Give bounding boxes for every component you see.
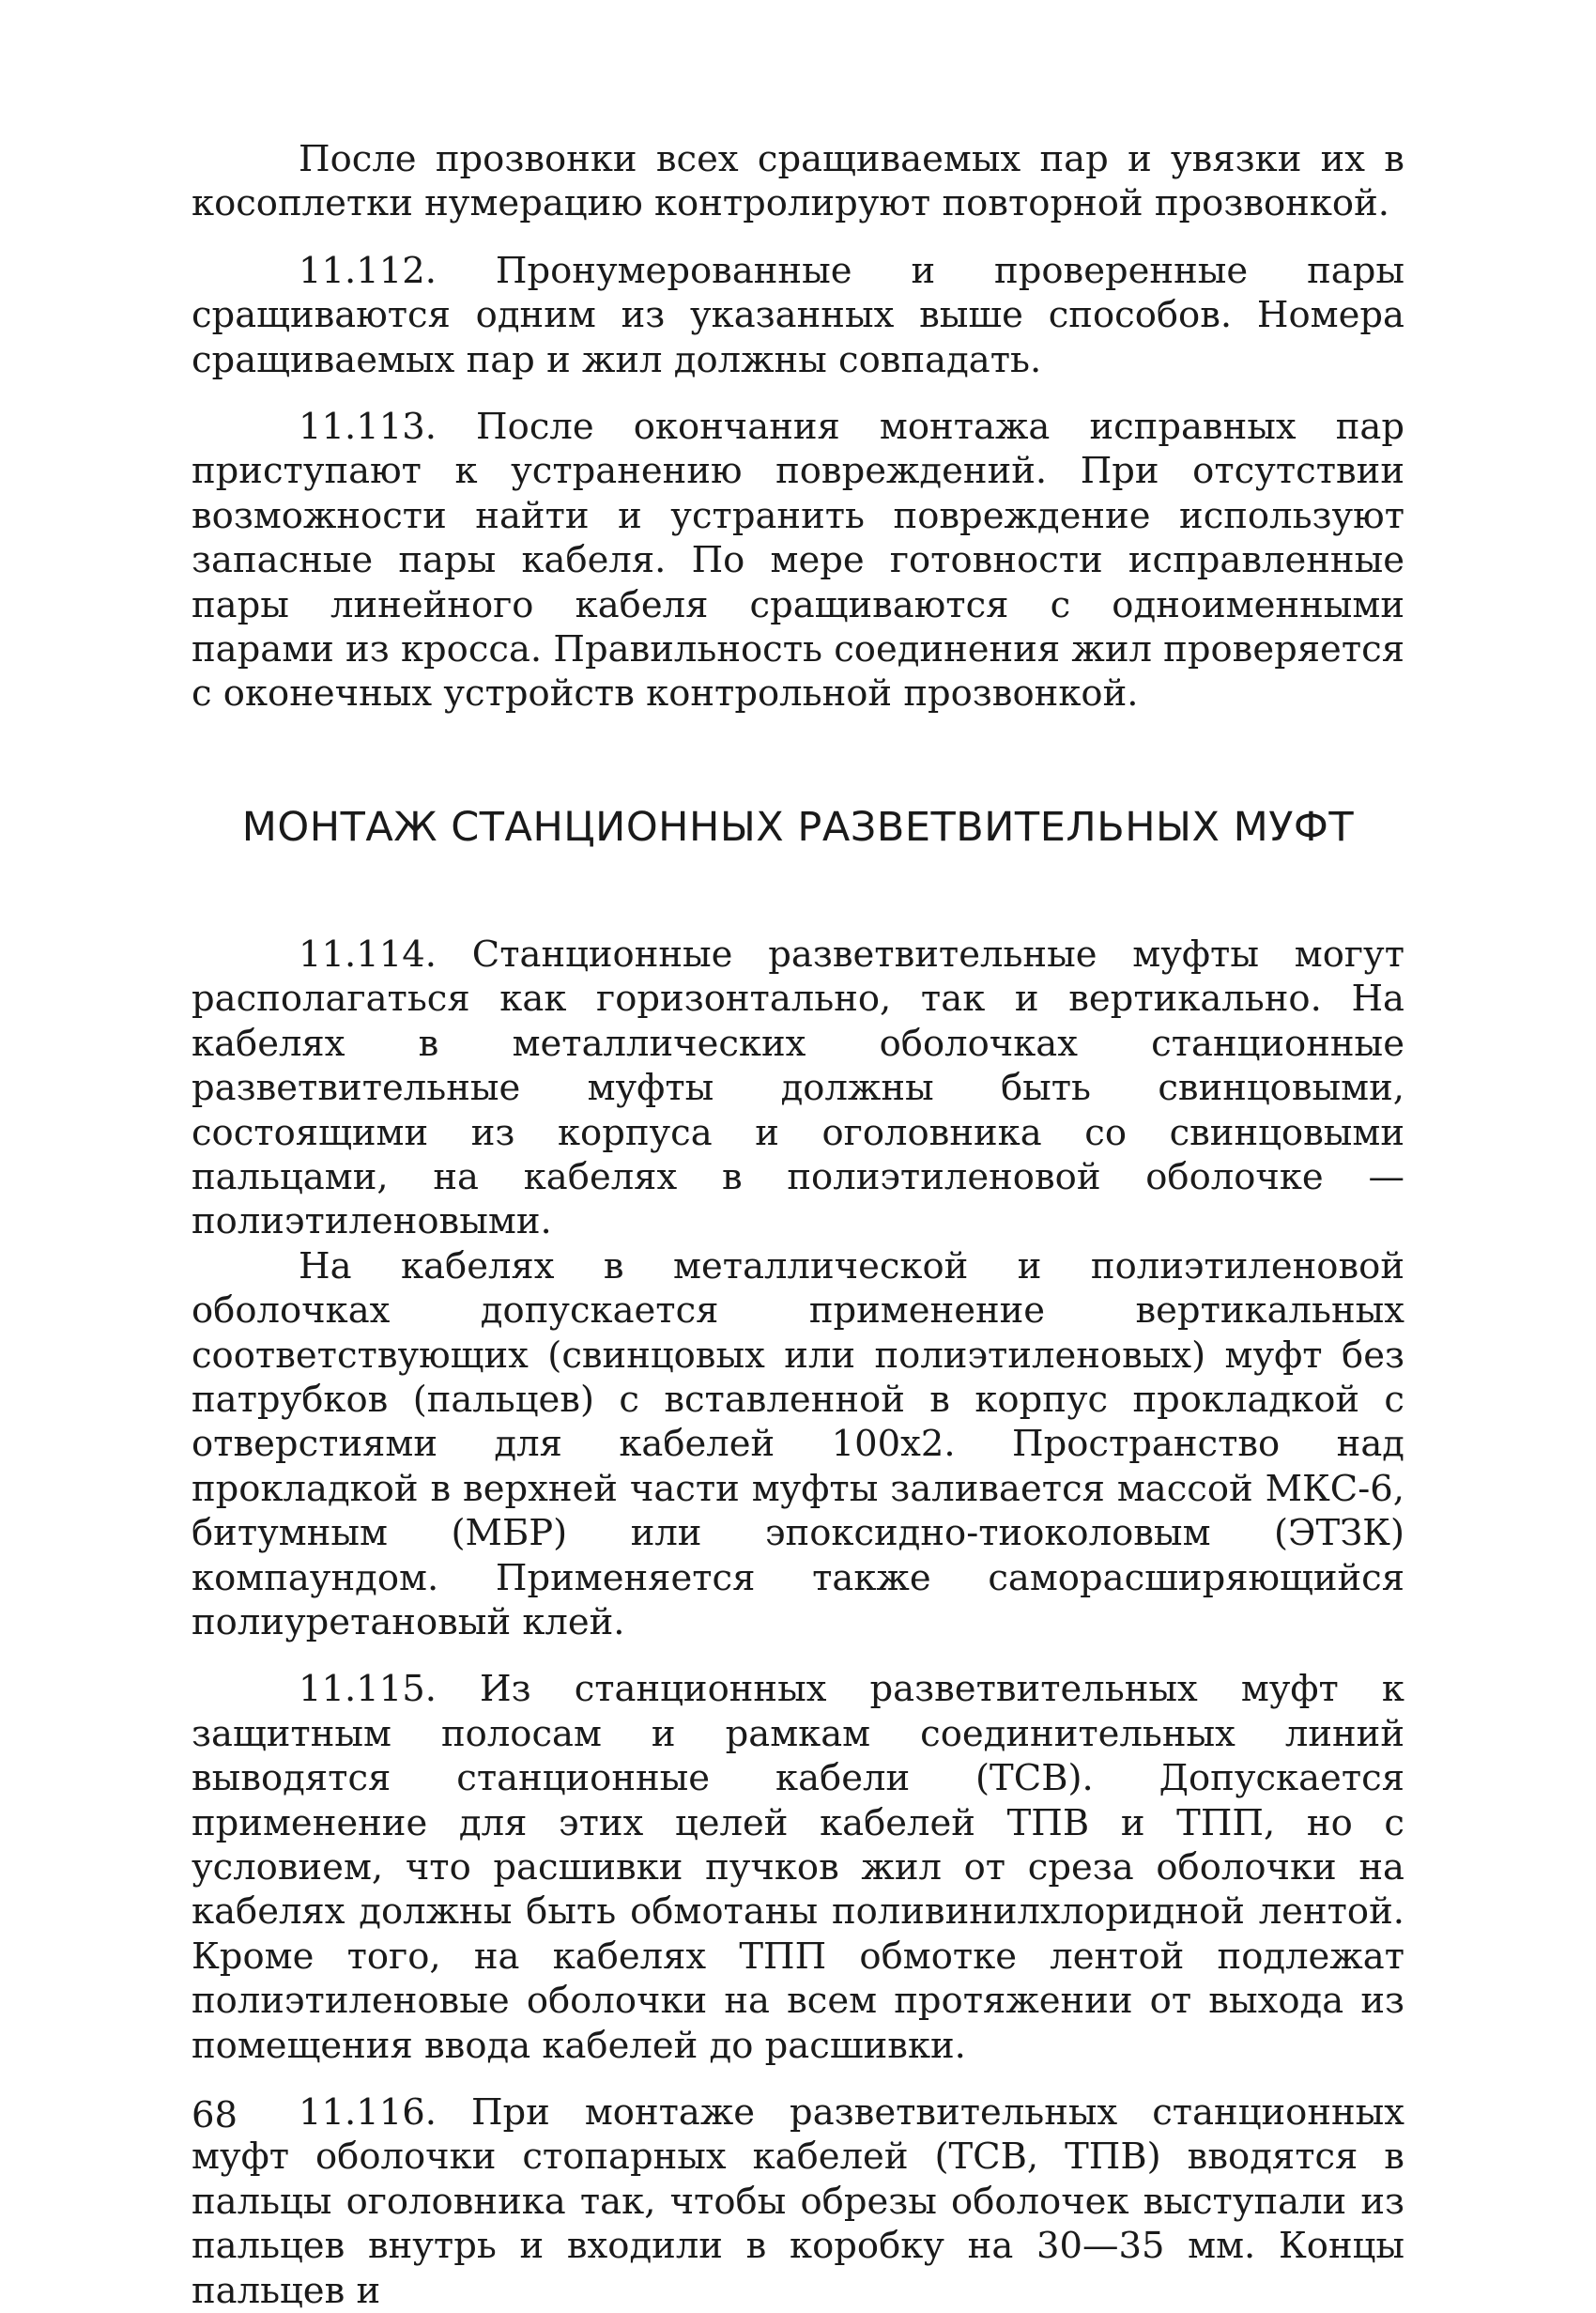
paragraph-11-116: 11.116. При монтаже разветвительных станционных муфт оболочки стопарных кабелей (ТСВ, ТПВ) вводятся в пальцы оголовника так, чтобы обрезы оболочек выступали из пальцев внутрь и входили в коробку на 30—35 мм. Концы пальцев и (192, 2091, 1404, 2312)
paragraph-11-115: 11.115. Из станционных разветвительных муфт к защитным полосам и рамкам соединительных линий выводятся станционные кабели (ТСВ). Допускается применение для этих целей кабелей ТПВ и ТПП, но с условием, что расшивки пучков жил от среза оболочки на кабелях должны быть обмотаны поливинилхлоридной лентой. Кроме того, на кабелях ТПП обмотке лентой подлежат полиэтиленовые оболочки на всем протяжении от выхода из помещения ввода кабелей до расшивки. (192, 1668, 1404, 2067)
paragraph-intro: После прозвонки всех сращиваемых пар и увязки их в косоплетки нумерацию контролируют повторной прозвонкой. (192, 138, 1404, 225)
paragraph-11-114: 11.114. Станционные разветвительные муфты могут располагаться как горизонтально, так и вертикально. На кабелях в металлических оболочках станционные разветвительные муфты должны быть свинцовыми, состоящими из корпуса и оголовника со свинцовыми пальцами, на кабелях в полиэтиленовой оболочке — полиэтиленовыми. (192, 933, 1404, 1243)
paragraph-11-113: 11.113. После окончания монтажа исправных пар приступают к устранению повреждений. При отсутствии возможности найти и устранить повреждение используют запасные пары кабеля. По мере готовности исправленные пары линейного кабеля сращиваются с одноименными парами из кросса. Правильность соединения жил проверяется с оконечных устройств контрольной прозвонкой. (192, 406, 1404, 716)
section-heading: МОНТАЖ СТАНЦИОННЫХ РАЗВЕТВИТЕЛЬНЫХ МУФТ (241, 803, 1355, 851)
page-body (192, 137, 1404, 2313)
page-number: 68 (192, 2094, 238, 2136)
paragraph-11-112: 11.112. Пронумерованные и проверенные пары сращиваются одним из указанных выше способов. Номера сращиваемых пар и жил должны совпадать. (192, 249, 1404, 381)
paragraph-11-114-continuation: На кабелях в металлической и полиэтиленовой оболочках допускается применение вертикальных соответствующих (свинцовых или полиэтиленовых) муфт без патрубков (пальцев) с вставленной в корпус прокладкой с отверстиями для кабелей 100х2. Пространство над прокладкой в верхней части муфты заливается массой МКС-6, битумным (МБР) или эпоксидно-тиоколовым (ЭТЗК) компаундом. Применяется также саморасширяющийся полиуретановый клей. (192, 1244, 1404, 1643)
